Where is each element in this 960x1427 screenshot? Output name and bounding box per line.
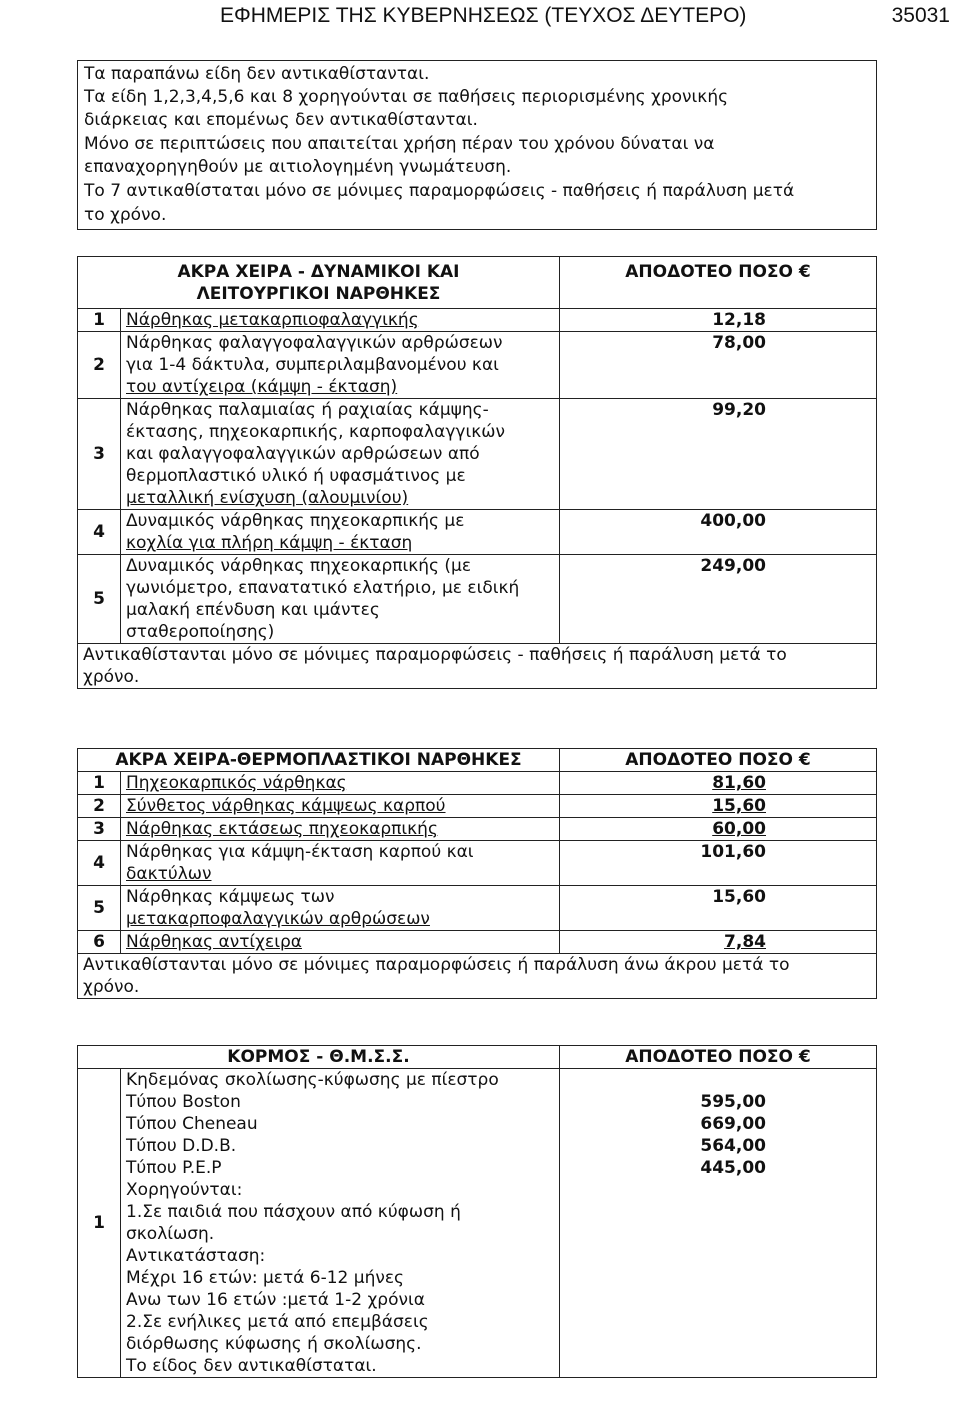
table-row: 1 Νάρθηκας μετακαρπιοφαλαγγικής 12,18 — [78, 309, 877, 332]
trunk-orthoses-table — [77, 1045, 877, 1378]
table-row: 3 Νάρθηκας παλαμιαίας ή ραχιαίας κάμψης- έκτασης, πηχεοκαρπικής, καρποφαλαγγικών και φαλαγγοφαλαγγικών αρθρώσεων από θερμοπλαστικό υλικό ή υφασμάτινος με μεταλλική ενίσχυση (αλουμινίου) 99,20 — [78, 399, 877, 510]
amount-header: ΑΠΟΔΟΤΕΟ ΠΟΣΟ € — [560, 257, 877, 309]
amount-header: ΑΠΟΔΟΤΕΟ ΠΟΣΟ € — [560, 1046, 877, 1069]
page-number: 35031 — [891, 4, 950, 27]
note-line: επαναχορηγηθούν με αιτιολογημένη γνωμάτευση. — [84, 157, 512, 177]
note-line: Το 7 αντικαθίσταται μόνο σε μόνιμες παραμορφώσεις - παθήσεις ή παράλυση μετά — [84, 181, 795, 201]
table-title: ΑΚΡΑ ΧΕΙΡΑ-ΘΕΡΜΟΠΛΑΣΤΙΚΟΙ ΝΑΡΘΗΚΕΣ — [78, 749, 560, 772]
note-line: Τα είδη 1,2,3,4,5,6 και 8 χορηγούνται σε παθήσεις περιορισμένης χρονικής — [84, 87, 729, 107]
table-row: 5 Δυναμικός νάρθηκας πηχεοκαρπικής (με γωνιόμετρο, επανατατικό ελατήριο, με ειδική μαλακή επένδυση και ιμάντες σταθεροποίησης) 249,00 — [78, 555, 877, 644]
table-row: 6 Νάρθηκας αντίχειρα 7,84 — [78, 931, 877, 954]
page-header — [0, 4, 960, 30]
thermoplastic-splints-table — [77, 748, 877, 999]
amount-header: ΑΠΟΔΟΤΕΟ ΠΟΣΟ € — [560, 749, 877, 772]
table-footer: Αντικαθίστανται μόνο σε μόνιμες παραμορφώσεις ή παράλυση άνω άκρου μετά το χρόνο. — [78, 954, 877, 999]
table-row: 3 Νάρθηκας εκτάσεως πηχεοκαρπικής 60,00 — [78, 818, 877, 841]
table-row: 1 Κηδεμόνας σκολίωσης-κύφωσης με πίεστρο Τύπου Boston Τύπου Cheneau Τύπου D.D.B. Τύπου P.E.P Χορηγούνται: 1.Σε παιδιά που πάσχουν από κύφωση ή σκολίωση. Αντικατάσταση: Μέχρι 16 ετών: μετά 6-12 μήνες Ανω των 16 ετών :μετά 1-2 χρόνια 2.Σε ενήλικες μετά από επεμβάσεις διόρθωσης κύφωσης ή σκολίωσης. Το είδος δεν αντικαθίσταται. 595,00 669,00 564,00 445,00 — [78, 1069, 877, 1378]
table-footer: Αντικαθίστανται μόνο σε μόνιμες παραμορφώσεις - παθήσεις ή παράλυση μετά το χρόνο. — [78, 644, 877, 689]
table-row: 2 Σύνθετος νάρθηκας κάμψεως καρπού 15,60 — [78, 795, 877, 818]
table-row: 4 Νάρθηκας για κάμψη-έκταση καρπού και δακτύλων 101,60 — [78, 841, 877, 886]
table-row: 1 Πηχεοκαρπικός νάρθηκας 81,60 — [78, 772, 877, 795]
table-title: ΚΟΡΜΟΣ - Θ.Μ.Σ.Σ. — [78, 1046, 560, 1069]
table-row: 2 Νάρθηκας φαλαγγοφαλαγγικών αρθρώσεων για 1-4 δάκτυλα, συμπεριλαμβανομένου και του αντίχειρα (κάμψη - έκταση) 78,00 — [78, 332, 877, 399]
note-line: Τα παραπάνω είδη δεν αντικαθίστανται. — [84, 64, 430, 84]
note-line: διάρκειας και επομένως δεν αντικαθίστανται. — [84, 110, 478, 130]
table-row: 4 Δυναμικός νάρθηκας πηχεοκαρπικής με κοχλία για πλήρη κάμψη - έκταση 400,00 — [78, 510, 877, 555]
notes-box — [77, 60, 877, 230]
table-row: 5 Νάρθηκας κάμψεως των μετακαρποφαλαγγικών αρθρώσεων 15,60 — [78, 886, 877, 931]
dynamic-splints-table — [77, 256, 877, 689]
table-title: ΑΚΡΑ ΧΕΙΡΑ - ΔΥΝΑΜΙΚΟΙ ΚΑΙ ΛΕΙΤΟΥΡΓΙΚΟΙ ΝΑΡΘΗΚΕΣ — [78, 257, 560, 309]
note-line: το χρόνο. — [84, 205, 167, 225]
gazette-title: ΕΦΗΜΕΡΙΣ ΤΗΣ ΚΥΒΕΡΝΗΣΕΩΣ (ΤΕΥΧΟΣ ΔΕΥΤΕΡΟ) — [220, 4, 747, 27]
note-line: Μόνο σε περιπτώσεις που απαιτείται χρήση πέραν του χρόνου δύναται να — [84, 134, 715, 154]
